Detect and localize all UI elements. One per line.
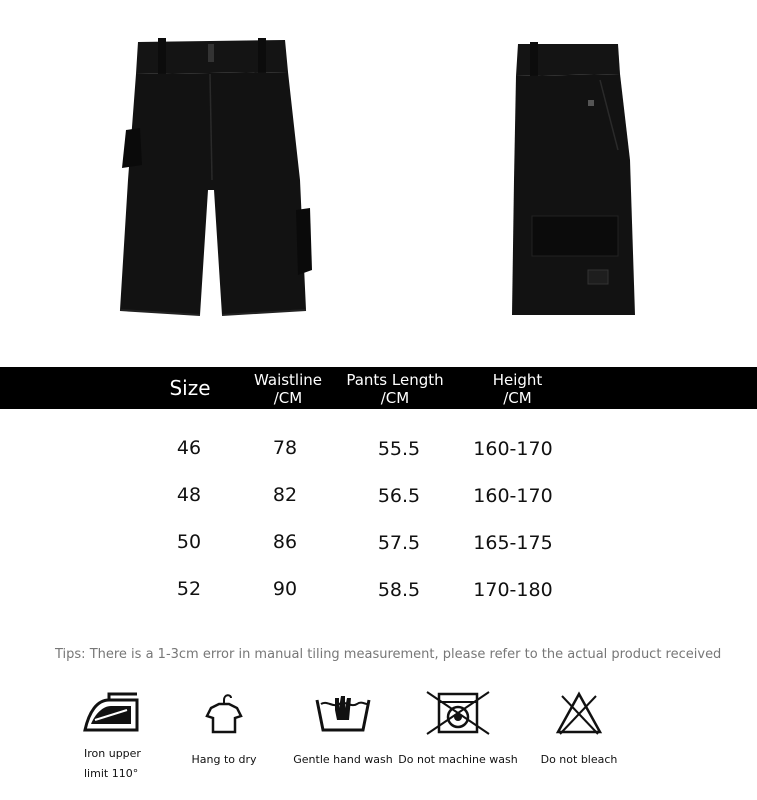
- care-item-iron: [51, 690, 171, 784]
- table-cell-height: 165-175: [473, 532, 553, 554]
- no-bleach-icon: [554, 690, 604, 736]
- care-label: Iron upper: [84, 747, 141, 760]
- care-label: Gentle hand wash: [293, 753, 393, 766]
- care-item-no-machine-wash: [398, 690, 518, 770]
- care-label: Do not bleach: [540, 753, 618, 766]
- care-item-no-bleach: [519, 690, 639, 770]
- table-cell-waist: 86: [272, 531, 298, 553]
- iron-icon: [81, 690, 141, 736]
- table-cell-size: 48: [176, 484, 202, 506]
- table-cell-height: 160-170: [473, 438, 553, 460]
- table-cell-length: 57.5: [377, 532, 421, 554]
- care-label: limit 110°: [84, 767, 139, 780]
- table-cell-size: 52: [176, 578, 202, 600]
- table-cell-height: 170-180: [473, 579, 553, 601]
- no-machine-wash-icon: [425, 690, 491, 736]
- hand-wash-icon: [313, 690, 373, 736]
- table-cell-length: 55.5: [377, 438, 421, 460]
- header-pants-length: Pants Length /CM: [346, 371, 444, 407]
- header-height: Height /CM: [492, 371, 543, 407]
- product-image-side: [500, 30, 650, 330]
- tips-text: Tips: There is a 1-3cm error in manual tiling measurement, please refer to the actual product received: [55, 647, 722, 662]
- header-size: Size: [169, 376, 211, 400]
- table-cell-length: 58.5: [377, 579, 421, 601]
- table-cell-waist: 78: [272, 437, 298, 459]
- hanger-icon: [199, 690, 249, 736]
- product-image-front: [100, 30, 320, 330]
- care-label: Do not machine wash: [398, 753, 518, 766]
- table-cell-waist: 90: [272, 578, 298, 600]
- table-cell-size: 46: [176, 437, 202, 459]
- table-cell-waist: 82: [272, 484, 298, 506]
- care-item-hand-wash: [283, 690, 403, 770]
- care-label: Hang to dry: [191, 753, 257, 766]
- table-cell-height: 160-170: [473, 485, 553, 507]
- table-cell-length: 56.5: [377, 485, 421, 507]
- header-waistline: Waistline /CM: [254, 371, 322, 407]
- table-cell-size: 50: [176, 531, 202, 553]
- care-item-hang: [164, 690, 284, 770]
